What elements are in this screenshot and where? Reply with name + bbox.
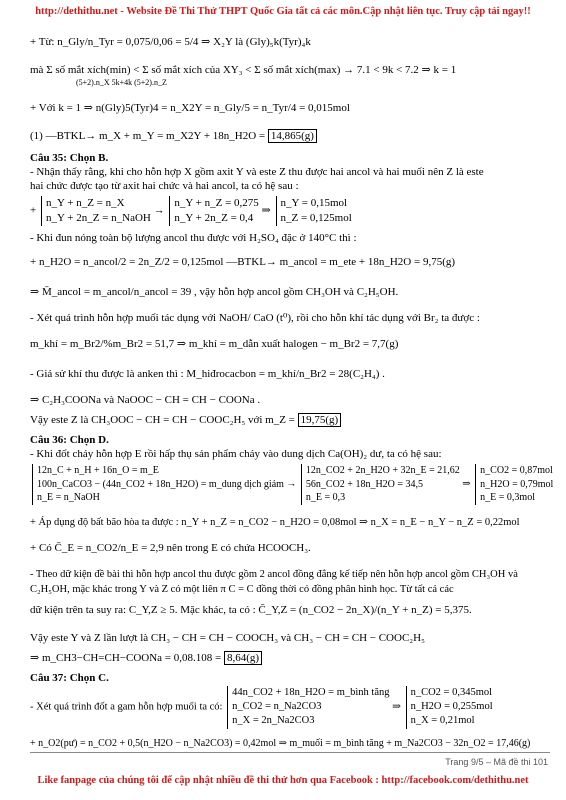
line-cyz: dữ kiện trên ta suy ra: C_Y,Z ≥ 5. Mặc khác, ta có : C̄_Y,Z = (n_CO2 − 2n_X)/(n_Y + n_Z) = 5,375. — [30, 604, 472, 616]
system-q36-b: 12n_CO2 + 2n_H2O + 32n_E = 21,62 56n_CO2 + 18n_H2O = 34,5 n_E = 0,3 — [301, 464, 460, 505]
line-mass-salt: ⇒ m_CH3−CH=CH−COONa = 0,08.108 = 8,64(g) — [30, 652, 262, 666]
line-anken: - Giả sử khí thu được là anken thì : M_hiđrocacbon = m_khí/n_Br2 = 28(C₂H₄) . — [30, 368, 385, 380]
line-ratio: + Từ: n_Gly/n_Tyr = 0,075/0,06 = 5/4 ⇒ X₂Y là (Gly)₅k(Tyr)₄k — [30, 36, 311, 48]
system-q35-b: n_Y + n_Z = 0,275 n_Y + 2n_Z = 0,4 — [169, 196, 258, 226]
line-c-mean: + Có C̄_E = n_CO2/n_E = 2,9 nên trong E có chứa HCOOCH₃. — [30, 542, 311, 554]
system-q35-c: n_Y = 0,15mol n_Z = 0,125mol — [276, 196, 352, 226]
line-q36-intro: - Khi đốt cháy hỗn hợp E rồi hấp thụ sản phẩm cháy vào dung dịch Ca(OH)₂ dư, ta có hệ sau: — [30, 448, 442, 460]
header-link[interactable]: http://dethithu.net - Website Đề Thi Thử THPT Quốc Gia tất cả các môn.Cập nhật liên tục. Truy cập tải ngay!! — [35, 6, 531, 17]
line-heating: - Khi đun nóng toàn bộ lượng ancol thu được với H₂SO₄ đặc ở 140°C thì : — [30, 232, 357, 244]
line-btkl-1 — [30, 130, 317, 144]
line-q35-intro-1: - Nhận thấy rằng, khi cho hỗn hợp X gồm axit Y và este Z thu được hai ancol và hai muối nên Z là este — [30, 166, 484, 178]
line-m-khi: m_khí = m_Br2/%m_Br2 = 51,7 ⇒ m_khí = m_dẫn xuất halogen − m_Br2 = 7,7(g) — [30, 338, 399, 350]
line-m-ancol: ⇒ M̄_ancol = m_ancol/n_ancol = 39 , vậy hỗn hợp ancol gồm CH₃OH và C₂H₅OH. — [30, 286, 399, 298]
line-sum-condition: mà Σ số mắt xích(min) < Σ số mắt xích của XY₃ < Σ số mắt xích(max) → 7.1 < 9k < 7.2 ⇒ k = 1 — [30, 64, 457, 76]
system-q37-a: 44n_CO2 + 18n_H2O = m_bình tăng n_CO2 = n_Na2CO3 n_X = 2n_Na2CO3 — [227, 686, 389, 729]
btkl-expression: (1) —BTKL→ m_X + m_Y = m_X2Y + 18n_H2O = — [30, 130, 266, 142]
line-pi-bond: C₂H₅OH, mặc khác trong Y và Z có một liên π C = C đồng thời có đồng phân hình học. Từ tất cả các — [30, 584, 454, 595]
system-q37: - Xét quá trình đốt a gam hỗn hợp muối ta có: 44n_CO2 + 18n_H2O = m_bình tăng n_CO2 = n_Na2CO3 n_X = 2n_Na2CO3 ⇒ n_CO2 = 0,345mol n_H2O = 0,255mol n_X = 0,21mol — [30, 686, 493, 729]
line-o2: + n_O2(pư) = n_CO2 + 0,5(n_H2O − n_Na2CO3) = 0,42mol ⇒ m_muối = m_bình tăng + m_Na2CO3 − 32n_O2 = 17,46(g) — [30, 738, 531, 749]
system-q36-a: 12n_C + n_H + 16n_O = m_E 100n_CaCO3 − (44n_CO2 + 18n_H2O) = m_dung dịch giảm n_E = n_NaOH — [32, 464, 284, 505]
line-ancol-mix: - Theo dữ kiện đề bài thì hỗn hợp ancol thu được gồm 2 ancol đồng đẳng kế tiếp nên hỗn hợp ancol gồm CH₃OH và — [30, 569, 518, 580]
line-este-z: Vậy este Z là CH₃OOC − CH = CH − COOC₂H₅ với m_Z = 19,75(g) — [30, 414, 341, 428]
footer-divider — [30, 752, 550, 753]
answer-box-35: 19,75(g) — [298, 413, 342, 427]
question-35-title: Câu 35: Chọn B. — [30, 152, 109, 164]
page-number: Trang 9/5 – Mã đề thi 101 — [445, 757, 548, 767]
line-salts: ⇒ C₂H₃COONa và NaOOC − CH = CH − COONa . — [30, 394, 261, 406]
line-sum-condition-sub: (5+2).n_X 5k+4k (5+2).n_Z — [76, 78, 167, 87]
line-nh2o: + n_H2O = n_ancol/2 = 2n_Z/2 = 0,125mol —BTKL→ m_ancol = m_ete + 18n_H2O = 9,75(g) — [30, 256, 456, 268]
line-q35-intro-2: hai chức được tạo từ axit hai chức và hai ancol, ta có hệ sau : — [30, 180, 299, 192]
footer-link[interactable]: Like fanpage của chúng tôi để cập nhật nhiều đề thi thử hơn qua Facebook : http://facebook.com/dethithu.net — [37, 775, 529, 786]
question-37-title: Câu 37: Chọn C. — [30, 672, 109, 684]
system-q36-c: n_CO2 = 0,87mol n_H2O = 0,79mol n_E = 0,3mol — [475, 464, 553, 505]
system-q36: 12n_C + n_H + 16n_O = m_E 100n_CaCO3 − (44n_CO2 + 18n_H2O) = m_dung dịch giảm n_E = n_NaOH → 12n_CO2 + 2n_H2O + 32n_E = 21,62 56n_CO2 + 18n_H2O = 34,5 n_E = 0,3 ⇒ n_CO2 = 0,87mol n_H2O = 0,79mol n_E = 0,3mol — [30, 464, 553, 505]
answer-box-34: 14,865(g) — [268, 129, 317, 143]
system-q37-c: n_CO2 = 0,345mol n_H2O = 0,255mol n_X = 0,21mol — [406, 686, 493, 729]
line-salt-naoh: - Xét quá trình hỗn hợp muối tác dụng với NaOH/ CaO (t⁰), rồi cho hỗn khí tác dụng với Br₂ ta được : — [30, 312, 480, 324]
line-este-yz: Vậy este Y và Z lần lượt là CH₃ − CH = CH − COOCH₃ và CH₃ − CH = CH − COOC₂H₅ — [30, 632, 425, 644]
line-k1: + Với k = 1 ⇒ n(Gly)5(Tyr)4 = n_X2Y = n_Gly/5 = n_Tyr/4 = 0,015mol — [30, 102, 350, 114]
system-q35-a: n_Y + n_Z = n_X n_Y + 2n_Z = n_NaOH — [41, 196, 151, 226]
system-q35: + n_Y + n_Z = n_X n_Y + 2n_Z = n_NaOH → n_Y + n_Z = 0,275 n_Y + 2n_Z = 0,4 ⇒ n_Y = 0,15mol n_Z = 0,125mol — [30, 197, 352, 224]
answer-box-36: 8,64(g) — [224, 651, 262, 665]
question-36-title: Câu 36: Chọn D. — [30, 434, 109, 446]
line-unsaturation: + Áp dụng độ bất bão hòa ta được : n_Y + n_Z = n_CO2 − n_H2O = 0,08mol ⇒ n_X = n_E − n_Y − n_Z = 0,22mol — [30, 517, 520, 528]
